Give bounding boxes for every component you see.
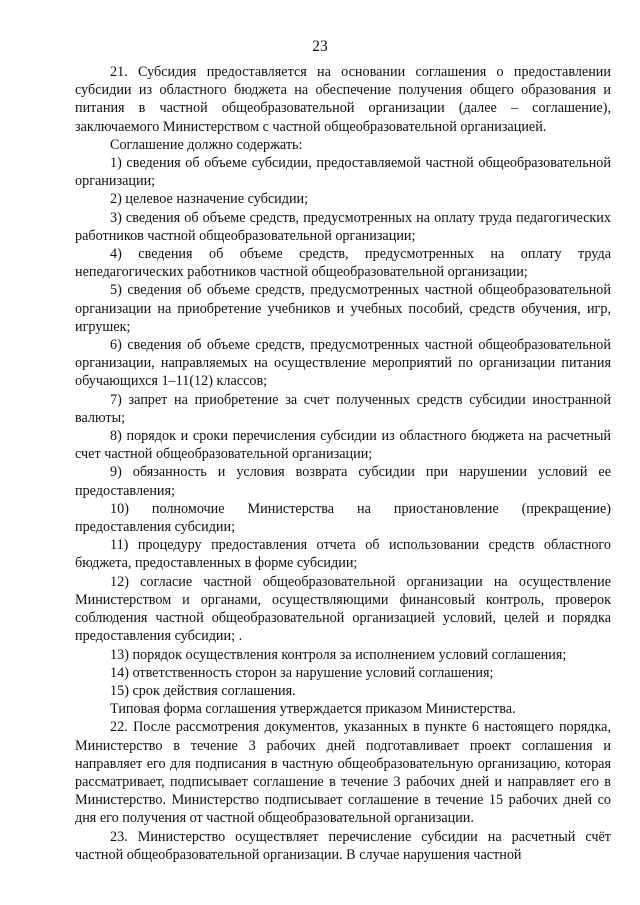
list-item-3: 3) сведения об объеме средств, предусмотренных на оплату труда педагогических работников частной общеобразовательной организации; <box>75 209 611 244</box>
paragraph-21-intro: 21. Субсидия предоставляется на основании соглашения о предоставлении субсидии из областного бюджета на обеспечение получения общего образования и питания в частной общеобразовательной организации (далее – соглашение), заключаемого Министерством с частной общеобразовательной организацией. <box>75 64 611 135</box>
list-item-14: 14) ответственность сторон за нарушение условий соглашения; <box>110 664 494 681</box>
document-body <box>75 63 611 864</box>
list-item-2: 2) целевое назначение субсидии; <box>110 191 309 208</box>
list-item-12: 12) согласие частной общеобразовательной организации на осуществление Министерством и органами, осуществляющими финансовый контроль, проверок соблюдения частной общеобразовательной организацией условий, целей и порядка предоставления субсидии; . <box>75 573 611 645</box>
list-item-9: 9) обязанность и условия возврата субсидии при нарушении условий ее предоставления; <box>75 464 611 499</box>
list-item-6: 6) сведения об объеме средств, предусмотренных частной общеобразовательной организации, направляемых на осуществление мероприятий по организации питания обучающихся 1–11(12) классов; <box>75 337 611 390</box>
list-item-10: 10) полномочие Министерства на приостановление (прекращение) предоставления субсидии; <box>75 500 611 536</box>
paragraph-agreement-contents-heading: Соглашение должно содержать: <box>110 136 303 153</box>
list-item-13: 13) порядок осуществления контроля за исполнением условий соглашения; <box>110 646 567 663</box>
list-item-5: 5) сведения об объеме средств, предусмотренных частной общеобразовательной организации на приобретение учебников и учебных пособий, средств обучения, игр, игрушек; <box>75 282 611 335</box>
list-item-1: 1) сведения об объеме субсидии, предоставляемой частной общеобразовательной организации; <box>75 155 611 190</box>
paragraph-23: 23. Министерство осуществляет перечисление субсидии на расчетный счёт частной общеобразовательной организации. В случае нарушения частной <box>75 828 611 863</box>
list-item-7: 7) запрет на приобретение за счет полученных средств субсидии иностранной валюты; <box>75 391 611 426</box>
page-number: 23 <box>312 38 328 55</box>
list-item-8: 8) порядок и сроки перечисления субсидии из областного бюджета на расчетный счет частной общеобразовательной организации; <box>75 428 611 463</box>
list-item-15: 15) срок действия соглашения. <box>110 682 296 699</box>
paragraph-standard-form: Типовая форма соглашения утверждается приказом Министерства. <box>110 701 516 718</box>
list-item-4: 4) сведения об объеме средств, предусмотренных на оплату труда непедагогических работников частной общеобразовательной организации; <box>75 246 611 281</box>
list-item-11: 11) процедуру предоставления отчета об использовании средств областного бюджета, предоставленных в форме субсидии; <box>75 537 611 572</box>
paragraph-22: 22. После рассмотрения документов, указанных в пункте 6 настоящего порядка, Министерство в течение 3 рабочих дней подготавливает проект соглашения и направляет его для подписания в частную общеобразовательную организацию, которая рассматривает, подписывает соглашение в течение 3 рабочих дней и направляет его в Министерство. Министерство подписывает соглашение в течение 15 рабочих дней со дня его получения от частной общеобразовательной организации. <box>75 719 611 827</box>
